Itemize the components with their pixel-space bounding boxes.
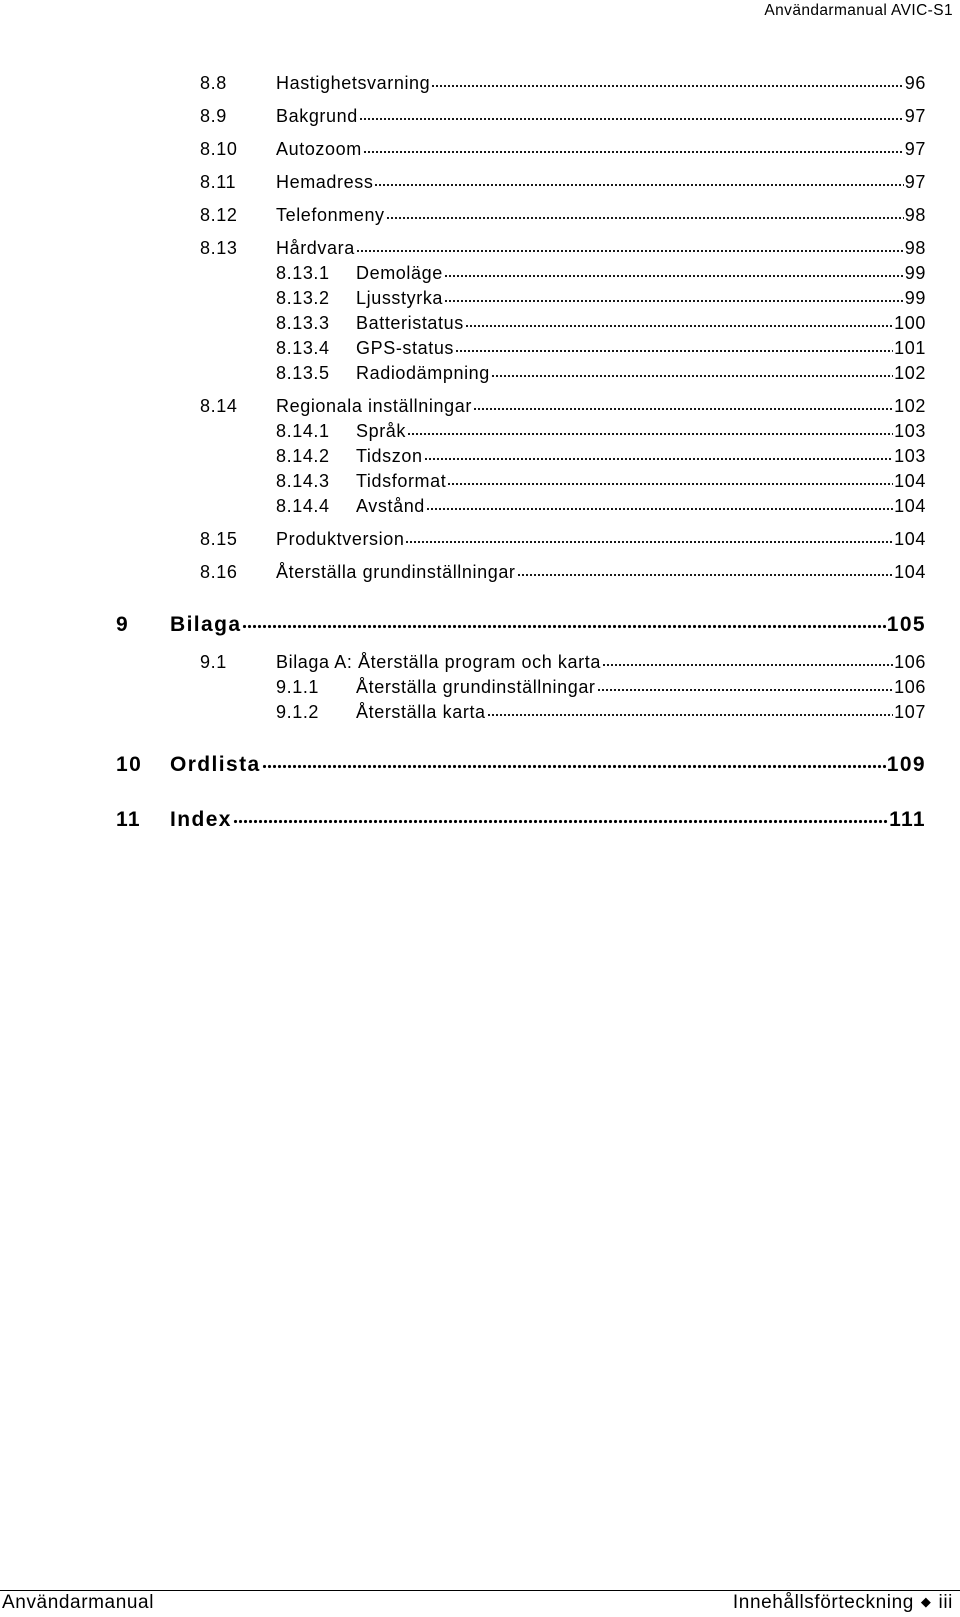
toc-entry-page: 107 (894, 702, 926, 722)
toc-entry-number: 9 (116, 613, 130, 636)
toc-leader-dots (473, 394, 893, 412)
toc-entry[interactable] (200, 650, 926, 674)
toc-chapter-entry[interactable] (116, 805, 926, 829)
toc-entry-title: Bilaga (170, 613, 242, 636)
toc-entry-title: Hemadress (276, 172, 374, 192)
toc-entry-number: 8.14.2 (276, 446, 330, 466)
toc-entry[interactable] (200, 236, 926, 260)
toc-entry-page: 97 (904, 172, 926, 192)
toc-entry-number: 8.14.3 (276, 471, 330, 491)
toc-entry[interactable] (276, 311, 926, 335)
toc-entry-page: 106 (894, 652, 926, 672)
toc-entry-title: Tidsformat (356, 471, 447, 491)
toc-entry[interactable] (200, 203, 926, 227)
toc-leader-dots (447, 469, 893, 487)
toc-leader-dots (359, 104, 904, 122)
toc-entry[interactable] (200, 527, 926, 551)
toc-leader-dots (597, 675, 894, 693)
toc-entry-page: 99 (904, 288, 926, 308)
toc-entry-number: 11 (116, 808, 141, 831)
toc-entry-page: 104 (894, 529, 926, 549)
toc-entry-title: Hårdvara (276, 238, 355, 258)
toc-entry-number: 8.10 (200, 139, 238, 159)
toc-entry-title: Radiodämpning (356, 363, 490, 383)
toc-leader-dots (242, 610, 885, 631)
toc-entry-number: 9.1.2 (276, 702, 320, 722)
toc-leader-dots (455, 336, 893, 354)
toc-entry-title: Produktversion (276, 529, 405, 549)
diamond-separator-icon: ◆ (920, 1594, 932, 1609)
toc-leader-dots (491, 361, 893, 379)
footer-page-number: iii (938, 1592, 953, 1613)
toc-entry[interactable] (276, 700, 926, 724)
toc-entry-page: 102 (894, 363, 926, 383)
toc-entry-number: 9.1.1 (276, 677, 320, 697)
running-header: Användarmanual AVIC-S1 (764, 2, 953, 19)
toc-chapter-entry[interactable] (116, 610, 926, 634)
toc-leader-dots (517, 560, 894, 578)
toc-leader-dots (424, 444, 894, 462)
toc-entry-number: 9.1 (200, 652, 227, 672)
toc-entry-title: Autozoom (276, 139, 362, 159)
toc-entry-title: Bakgrund (276, 106, 358, 126)
toc-leader-dots (356, 236, 904, 254)
toc-leader-dots (407, 419, 893, 437)
toc-entry[interactable] (276, 494, 926, 518)
toc-entry-title: Ljusstyrka (356, 288, 444, 308)
toc-entry-page: 106 (894, 677, 926, 697)
toc-entry[interactable] (276, 361, 926, 385)
toc-entry-number: 8.11 (200, 172, 237, 192)
toc-entry-page: 97 (904, 139, 926, 159)
toc-entry-number: 10 (116, 753, 143, 776)
toc-entry-number: 8.13.4 (276, 338, 330, 358)
toc-leader-dots (444, 261, 904, 279)
footer-divider (0, 1590, 960, 1591)
toc-entry-page: 104 (894, 471, 926, 491)
toc-entry-page: 101 (894, 338, 926, 358)
toc-entry-page: 102 (894, 396, 926, 416)
toc-leader-dots (444, 286, 904, 304)
toc-entry-title: Index (170, 808, 232, 831)
toc-entry-title: Telefonmeny (276, 205, 385, 225)
toc-entry-title: Återställa grundinställningar (276, 562, 516, 582)
toc-entry-title: Batteristatus (356, 313, 464, 333)
toc-entry[interactable] (200, 71, 926, 95)
toc-entry-title: Bilaga A: Återställa program och karta (276, 652, 601, 672)
toc-entry-page: 109 (886, 753, 926, 776)
toc-entry-page: 97 (904, 106, 926, 126)
toc-entry[interactable] (200, 560, 926, 584)
footer-manual-title: Användarmanual (2, 1592, 155, 1613)
toc-leader-dots (262, 750, 886, 771)
toc-entry[interactable] (276, 419, 926, 443)
toc-chapter-entry[interactable] (116, 750, 926, 774)
toc-entry-page: 99 (904, 263, 926, 283)
toc-leader-dots (487, 700, 894, 718)
toc-entry-number: 8.13.2 (276, 288, 330, 308)
toc-entry[interactable] (200, 104, 926, 128)
toc-entry-page: 98 (904, 238, 926, 258)
toc-entry-title: Regionala inställningar (276, 396, 472, 416)
toc-entry-number: 8.14 (200, 396, 238, 416)
toc-leader-dots (233, 805, 888, 826)
toc-entry[interactable] (200, 137, 926, 161)
toc-entry-number: 8.13.5 (276, 363, 330, 383)
toc-entry[interactable] (200, 170, 926, 194)
toc-leader-dots (431, 71, 903, 89)
toc-entry-title: Ordlista (170, 753, 261, 776)
toc-entry-title: Tidszon (356, 446, 423, 466)
toc-entry-page: 111 (889, 808, 926, 831)
toc-entry-page: 103 (894, 446, 926, 466)
toc-entry-page: 96 (904, 73, 926, 93)
toc-leader-dots (465, 311, 893, 329)
toc-leader-dots (374, 170, 903, 188)
toc-entry-page: 104 (894, 496, 926, 516)
toc-entry-page: 104 (894, 562, 926, 582)
toc-leader-dots (426, 494, 893, 512)
toc-entry[interactable] (276, 261, 926, 285)
toc-entry-number: 8.13 (200, 238, 238, 258)
toc-entry-title: Återställa grundinställningar (356, 677, 596, 697)
toc-entry-title: Demoläge (356, 263, 443, 283)
toc-leader-dots (386, 203, 904, 221)
toc-entry-number: 8.8 (200, 73, 227, 93)
footer-page-info (733, 1592, 953, 1614)
toc-entry-page: 100 (894, 313, 926, 333)
toc-entry[interactable] (276, 286, 926, 310)
toc-entry-title: GPS-status (356, 338, 455, 358)
toc-entry[interactable] (276, 336, 926, 360)
toc-entry-number: 8.9 (200, 106, 227, 126)
toc-leader-dots (363, 137, 904, 155)
toc-entry-title: Hastighetsvarning (276, 73, 431, 93)
toc-leader-dots (602, 650, 893, 668)
toc-entry-page: 103 (894, 421, 926, 441)
toc-entry[interactable] (276, 675, 926, 699)
toc-entry-number: 8.14.4 (276, 496, 330, 516)
toc-entry[interactable] (200, 394, 926, 418)
toc-entry-title: Språk (356, 421, 407, 441)
toc-entry-title: Avstånd (356, 496, 425, 516)
toc-entry-number: 8.13.1 (276, 263, 330, 283)
toc-entry-number: 8.15 (200, 529, 238, 549)
toc-entry-page: 105 (886, 613, 926, 636)
toc-entry-page: 98 (904, 205, 926, 225)
toc-entry-title: Återställa karta (356, 702, 486, 722)
toc-entry[interactable] (276, 469, 926, 493)
toc-entry[interactable] (276, 444, 926, 468)
footer-section-name: Innehållsförteckning (732, 1592, 914, 1613)
toc-entry-number: 8.13.3 (276, 313, 330, 333)
toc-entry-number: 8.16 (200, 562, 238, 582)
toc-leader-dots (405, 527, 893, 545)
toc-entry-number: 8.14.1 (276, 421, 330, 441)
toc-entry-number: 8.12 (200, 205, 238, 225)
